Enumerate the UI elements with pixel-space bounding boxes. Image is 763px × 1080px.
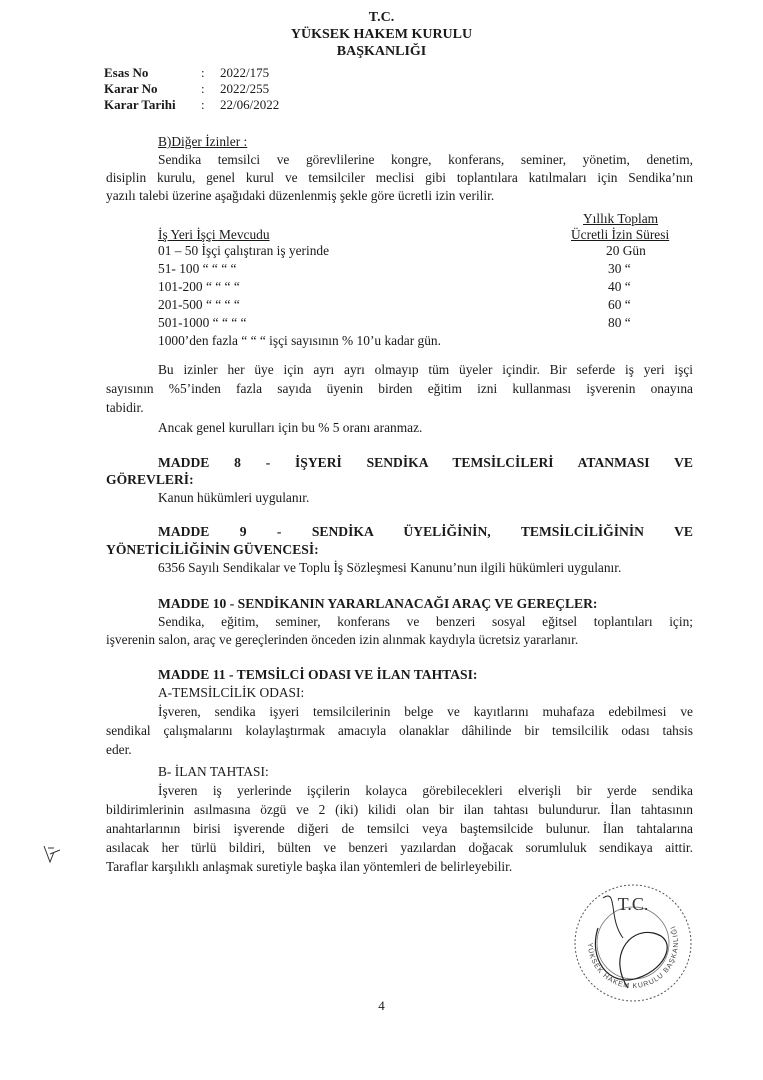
karar-colon: : — [201, 81, 205, 96]
table-last-row: 1000’den fazla “ “ “ işçi sayısının % 10’u kadar gün. — [158, 333, 441, 348]
section-b-paragraph: tabidir. — [106, 400, 144, 415]
page-number: 4 — [378, 998, 385, 1013]
table-row-right: 60 “ — [608, 297, 631, 312]
table-row-right: 30 “ — [608, 261, 631, 276]
section-b-line: disiplin kurulu, genel kurul ve temsilciler meclisi gibi toplantılara katılmaları için Sendika’nın — [106, 170, 693, 185]
madde-8-title: MADDE 8 - İŞYERİ SENDİKA TEMSİLCİLERİ ATANMASI VE — [158, 455, 693, 470]
madde-9-title-cont: YÖNETİCİLİĞİNİN GÜVENCESİ: — [106, 542, 319, 557]
karar-label: Karar No — [104, 81, 158, 96]
madde-11-a-body: eder. — [106, 742, 132, 757]
tarih-colon: : — [201, 97, 205, 112]
table-row-left: 501-1000 “ “ “ “ — [158, 315, 247, 330]
section-b-note: Ancak genel kurulları için bu % 5 oranı aranmaz. — [158, 420, 423, 435]
table-row-right: 80 “ — [608, 315, 631, 330]
seal-top-text: T.C. — [617, 894, 649, 914]
header-presidency: BAŞKANLIĞI — [336, 44, 427, 59]
madde-11-a-title: A-TEMSİLCİLİK ODASI: — [158, 685, 305, 700]
margin-initial-mark — [40, 842, 64, 868]
section-b-line: Sendika temsilci ve görevlilerine kongre, konferans, seminer, yönetim, denetim, — [158, 152, 693, 167]
esas-label: Esas No — [104, 65, 149, 80]
madde-11-b-body: bildirimlerinin asılmasına özgü ve 2 (iki) kilidi olan bir ilan tahtası bulundurur. İlan tahtasının — [106, 802, 693, 817]
table-row-left: 201-500 “ “ “ “ — [158, 297, 240, 312]
esas-colon: : — [201, 65, 205, 80]
table-row-right: 20 Gün — [606, 243, 646, 258]
table-row-left: 51- 100 “ “ “ “ — [158, 261, 237, 276]
table-head-workers: İş Yeri İşçi Mevcudu — [158, 227, 270, 242]
table-row-left: 01 – 50 İşçi çalıştıran iş yerinde — [158, 243, 330, 258]
madde-10-body: işverenin salon, araç ve gereçlerinden önceden izin alınmak kaydıyla ücretsiz yararlanır. — [106, 632, 579, 647]
header-institution: YÜKSEK HAKEM KURULU — [290, 27, 473, 42]
madde-11-a-body: sendikal çalışmalarını kolaylaştırmak amacıyla olanaklar dâhilinde bir temsilcilik odası tahsis — [106, 723, 693, 738]
section-b-paragraph: Bu izinler her üye için ayrı ayrı olmayıp tüm üyeler içindir. Bir seferde iş yeri işçi — [158, 362, 693, 377]
madde-9-body: 6356 Sayılı Sendikalar ve Toplu İş Sözleşmesi Kanunu’nun ilgili hükümleri uygulanır. — [158, 560, 622, 575]
madde-11-b-body: asılacak her türlü bildiri, bülten ve benzeri yazılardan doğacak sorumluluk sendikaya aittir. — [106, 840, 693, 855]
madde-10-title: MADDE 10 - SENDİKANIN YARARLANACAĞI ARAÇ VE GEREÇLER: — [158, 596, 598, 611]
seal-ring-text: YÜKSEK HAKEM KURULU BAŞKANLIĞI — [585, 924, 681, 991]
madde-11-a-body: İşveren, sendika işyeri temsilcilerinin belge ve kayıtlarını muhafaza edebilmesi ve — [158, 704, 693, 719]
madde-8-body: Kanun hükümleri uygulanır. — [158, 490, 310, 505]
madde-11-b-title: B- İLAN TAHTASI: — [158, 764, 269, 779]
esas-value: 2022/175 — [220, 65, 270, 80]
table-head-annual: Yıllık Toplam — [583, 211, 659, 226]
madde-11-b-body: anahtarlarının birisi işverende diğeri de temsilci veya baştemsilcide bulunur. İlan tahtalarına — [106, 821, 693, 836]
section-b-line: yazılı talebi üzerine aşağıdaki düzenlenmiş şekle göre ücretli izin verilir. — [106, 188, 495, 203]
madde-9-title: MADDE 9 - SENDİKA ÜYELİĞİNİN, TEMSİLCİLİĞİNİN VE — [158, 524, 693, 539]
madde-10-body: Sendika, eğitim, seminer, konferans ve benzeri sosyal eğitsel toplantıları için; — [158, 614, 693, 629]
table-row-left: 101-200 “ “ “ “ — [158, 279, 240, 294]
karar-value: 2022/255 — [220, 81, 270, 96]
header-tc: T.C. — [368, 10, 395, 25]
madde-8-title-cont: GÖREVLERİ: — [106, 472, 194, 487]
table-head-leave: Ücretli İzin Süresi — [571, 227, 670, 242]
tarih-value: 22/06/2022 — [220, 97, 280, 112]
seal-graphic — [568, 878, 698, 1008]
madde-11-b-body: Taraflar karşılıklı anlaşmak suretiyle başka ilan yöntemleri de belirleyebilir. — [106, 859, 513, 874]
table-row-right: 40 “ — [608, 279, 631, 294]
madde-11-b-body: İşveren iş yerlerinde işçilerin kolayca görebilecekleri elverişli bir yerde sendika — [158, 783, 693, 798]
section-b-paragraph: sayısının %5’inden fazla sayıda üyenin birden eğitim izni kullanması işverenin onayına — [106, 381, 693, 396]
section-b-title: B)Diğer İzinler : — [158, 134, 248, 149]
official-seal — [568, 878, 698, 1008]
madde-11-title: MADDE 11 - TEMSİLCİ ODASI VE İLAN TAHTASI: — [158, 667, 478, 682]
tarih-label: Karar Tarihi — [104, 97, 176, 112]
